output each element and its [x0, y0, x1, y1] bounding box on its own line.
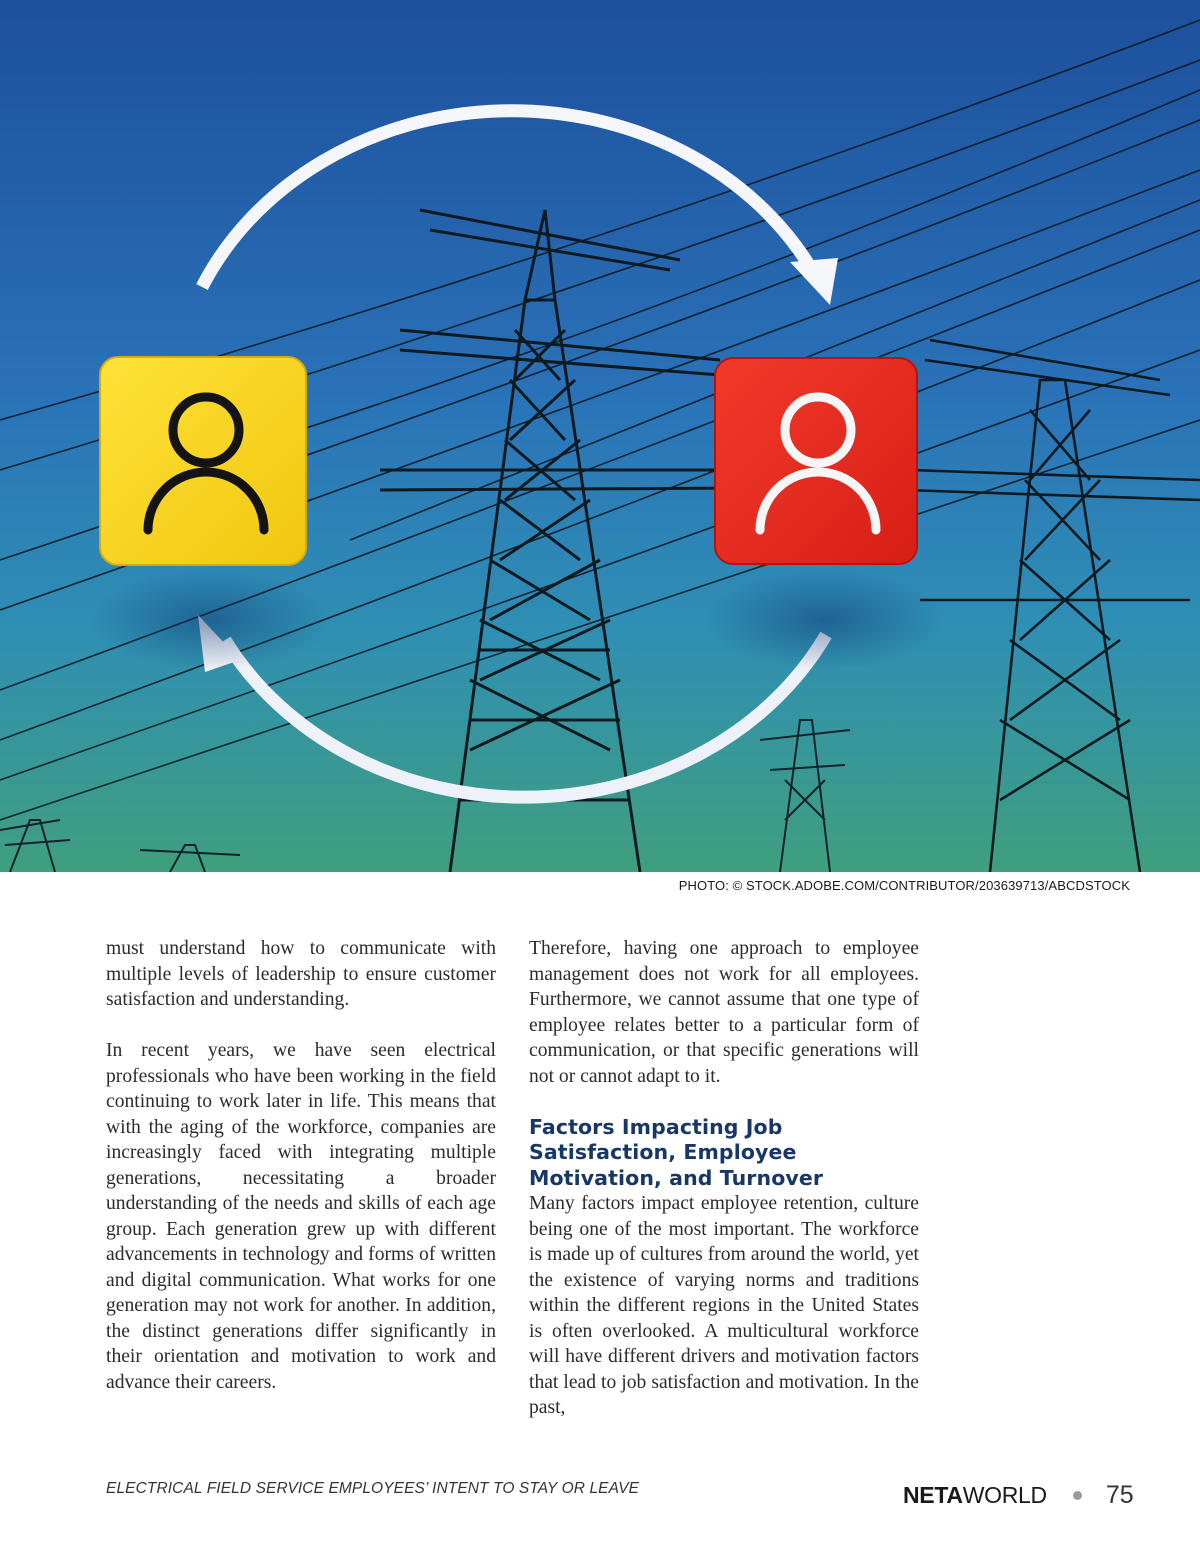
red-person-cube	[715, 358, 917, 564]
left-paragraph-1: must understand how to communicate with multiple levels of leadership to ensure customer satisfaction and understanding.	[106, 938, 496, 1010]
footer-article-title: ELECTRICAL FIELD SERVICE EMPLOYEES’ INTENT TO STAY OR LEAVE	[106, 1480, 640, 1497]
section-heading: Factors Impacting Job Satisfaction, Employee Motivation, and Turnover	[529, 1114, 824, 1190]
right-column	[529, 936, 919, 1421]
left-column	[106, 936, 496, 1395]
page-number: 75	[1105, 1480, 1134, 1509]
yellow-person-cube	[100, 357, 306, 565]
right-paragraph-1: Therefore, having one approach to employee management does not work for all employees. Furthermore, we cannot assume that one type of employee relates better to a particular form of communication, or that specific generations will not or cannot adapt to it.	[529, 938, 919, 1087]
brand-neta: NETA	[903, 1481, 963, 1508]
photo-credit: PHOTO: © STOCK.ADOBE.COM/CONTRIBUTOR/203639713/ABCDSTOCK	[678, 878, 1130, 893]
brand-world: WORLD	[962, 1481, 1047, 1508]
left-paragraph-2: In recent years, we have seen electrical professionals who have been working in the field continuing to work later in life. This means that with the aging of the workforce, companies are increasingly faced with integrating multiple generations, necessitating a broader understanding of the needs and skills of each age group. Each generation grew up with different advancements in technology and forms of written and digital communication. What works for one generation may not work for another. In addition, the distinct generations differ significantly in their orientation and motivation to work and advance their careers.	[106, 1040, 496, 1393]
bullet-separator	[1073, 1491, 1082, 1500]
footer-brand	[903, 1480, 1134, 1510]
right-paragraph-2: Many factors impact employee retention, culture being one of the most important. The workforce is made up of cultures from around the world, yet the existence of varying norms and traditions within the different regions in the United States is often overlooked. A multicultural workforce will have different drivers and motivation factors that lead to job satisfaction and motivation. In the past,	[529, 1193, 919, 1418]
